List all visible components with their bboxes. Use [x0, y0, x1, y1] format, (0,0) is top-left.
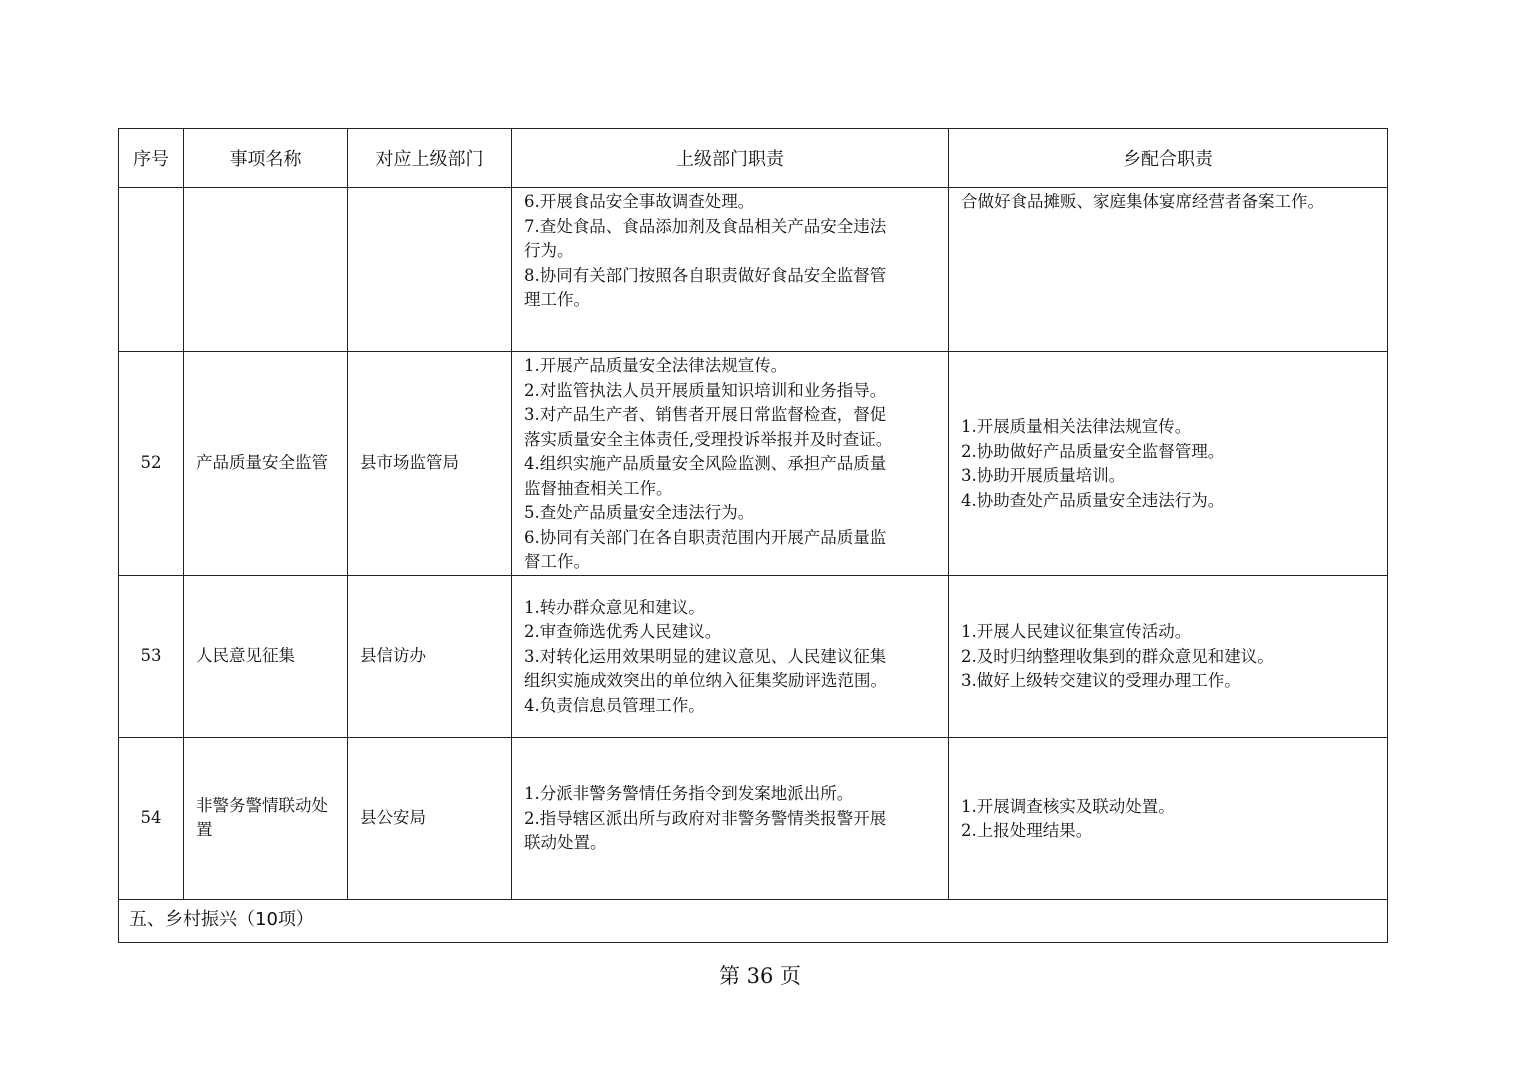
row-upper-duty: [512, 737, 949, 899]
duty-line: 2.协助做好产品质量安全监督管理。: [961, 441, 1225, 461]
row-town-duty: [949, 352, 1388, 576]
header-seq: 序号: [119, 129, 184, 188]
table-row: [119, 188, 1388, 352]
section-title: 五、乡村振兴（10项）: [119, 899, 1388, 942]
row-item-name: [184, 188, 348, 352]
row-item-name: 非警务警情联动处置: [184, 737, 348, 899]
duty-line: 监督抽查相关工作。: [524, 478, 673, 498]
duty-line: 落实质量安全主体责任,受理投诉举报并及时查证。: [524, 429, 893, 449]
row-town-duty: [949, 575, 1388, 737]
section-row: [119, 899, 1388, 942]
header-upper-duty: 上级部门职责: [512, 129, 949, 188]
row-town-duty: [949, 737, 1388, 899]
row-item-name: 产品质量安全监管: [184, 352, 348, 576]
table-row: [119, 575, 1388, 737]
duty-line: 6.协同有关部门在各自职责范围内开展产品质量监: [524, 527, 887, 547]
row-seq: 54: [119, 737, 184, 899]
row-item-name: 人民意见征集: [184, 575, 348, 737]
duty-line: 2.上报处理结果。: [961, 821, 1093, 840]
row-dept: 县信访办: [348, 575, 512, 737]
duty-line: 2.指导辖区派出所与政府对非警务警情类报警开展: [524, 808, 887, 828]
duty-line: 4.组织实施产品质量安全风险监测、承担产品质量: [524, 454, 887, 473]
header-town-duty: 乡配合职责: [949, 129, 1388, 188]
table-header-row: [119, 129, 1388, 188]
page-number: 第 36 页: [718, 964, 802, 988]
row-dept: [348, 188, 512, 352]
duty-line: 联动处置。: [524, 833, 607, 853]
duty-line: 2.审查筛选优秀人民建议。: [524, 622, 722, 642]
duty-line: 2.对监管执法人员开展质量知识培训和业务指导。: [524, 380, 887, 400]
duty-line: 5.查处产品质量安全违法行为。: [524, 503, 755, 522]
row-upper-duty: [512, 352, 949, 576]
duty-line: 1.开展人民建议征集宣传活动。: [961, 622, 1192, 642]
duty-line: 1.开展调查核实及联动处置。: [961, 796, 1175, 816]
duty-line: 合做好食品摊贩、家庭集体宴席经营者备案工作。: [961, 192, 1324, 211]
duty-line: 4.负责信息员管理工作。: [524, 695, 705, 715]
duty-line: 理工作。: [524, 290, 590, 309]
duty-line: 2.及时归纳整理收集到的群众意见和建议。: [961, 646, 1274, 666]
duty-line: 6.开展食品安全事故调查处理。: [524, 192, 755, 211]
duty-line: 1.开展质量相关法律法规宣传。: [961, 417, 1192, 437]
duty-line: 3.做好上级转交建议的受理办理工作。: [961, 671, 1241, 691]
row-seq: 52: [119, 352, 184, 576]
duty-line: 3.协助开展质量培训。: [961, 466, 1126, 486]
table-row: [119, 352, 1388, 576]
duty-line: 督工作。: [524, 552, 590, 571]
duty-line: 8.协同有关部门按照各自职责做好食品安全监督管: [524, 265, 887, 285]
header-name: 事项名称: [184, 129, 348, 188]
duty-line: 1.转办群众意见和建议。: [524, 597, 705, 617]
duty-table: [118, 128, 1388, 943]
table-row: [119, 737, 1388, 899]
header-dept: 对应上级部门: [348, 129, 512, 188]
duty-line: 3.对产品生产者、销售者开展日常监督检查，督促: [524, 405, 887, 424]
row-dept: 县公安局: [348, 737, 512, 899]
row-upper-duty: [512, 575, 949, 737]
duty-line: 组织实施成效突出的单位纳入征集奖励评选范围。: [524, 671, 887, 691]
duty-line: 3.对转化运用效果明显的建议意见、人民建议征集: [524, 646, 887, 666]
row-town-duty: [949, 188, 1388, 352]
row-dept: 县市场监管局: [348, 352, 512, 576]
row-seq: [119, 188, 184, 352]
duty-line: 1.分派非警务警情任务指令到发案地派出所。: [524, 784, 854, 804]
duty-line: 1.开展产品质量安全法律法规宣传。: [524, 356, 788, 375]
duty-line: 4.协助查处产品质量安全违法行为。: [961, 490, 1225, 510]
duty-line: 7.查处食品、食品添加剂及食品相关产品安全违法: [524, 216, 887, 236]
row-upper-duty: [512, 188, 949, 352]
duty-line: 行为。: [524, 241, 574, 260]
row-seq: 53: [119, 575, 184, 737]
